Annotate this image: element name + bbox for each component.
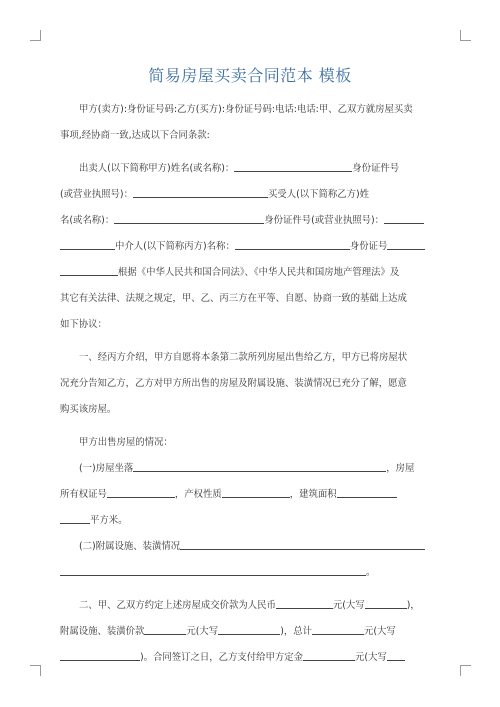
facilities-end: 。: [366, 567, 376, 578]
area-blank-cont[interactable]: [60, 514, 90, 524]
facility-caps-label: 元(大写: [186, 626, 219, 637]
parties-line-2: 事项,经协商一致,达成以下合同条款:: [60, 130, 210, 141]
facilities-blank-cont[interactable]: [60, 566, 366, 576]
basis-line-1: [60, 260, 440, 286]
price-label: 二、甲、乙双方约定上述房屋成交价款为人民币: [79, 600, 276, 611]
buyer-id-blank[interactable]: [384, 214, 424, 224]
agent-id-blank[interactable]: [387, 240, 425, 250]
deposit-caps-label: 元(大写: [355, 652, 387, 663]
certificate-blank[interactable]: [107, 488, 175, 498]
property-location-line: [60, 456, 440, 482]
agent-line: [60, 234, 440, 260]
seller-label: 出卖人(以下简称甲方)姓名(或名称)：: [79, 163, 235, 174]
certificate-line: [60, 482, 440, 508]
crop-mark-bottom-left: [30, 665, 41, 676]
deposit-label: )。合同签订之日，乙方支付给甲方定金: [140, 652, 304, 663]
area-line: [60, 508, 440, 534]
buyer-name-blank[interactable]: [114, 214, 264, 224]
deposit-caps-blank[interactable]: [387, 651, 405, 661]
area-unit: 平方米。: [90, 515, 128, 526]
house-label: ，房屋: [386, 463, 415, 474]
agent-label: 中介人(以下简称丙方)名称：: [115, 241, 235, 252]
location-label: (一)房屋坐落: [79, 463, 134, 474]
facilities-line: [60, 534, 440, 560]
location-blank[interactable]: [133, 462, 386, 472]
facilities-blank[interactable]: [180, 540, 425, 550]
parties-line-1: 甲方(卖方):身份证号码:乙方(买方):身份证号码:电话:电话:甲、乙双方就房屋买卖: [79, 104, 413, 115]
price-caps-end: )，: [406, 600, 420, 611]
name-label: 名(或名称)：: [60, 215, 115, 226]
facility-price-blank[interactable]: [144, 625, 186, 635]
price-caps-label: 元(大写: [332, 600, 365, 611]
price-line: [60, 593, 440, 619]
clause-1-line-3: 购买该房屋。: [60, 404, 117, 415]
seller-id-blank[interactable]: [133, 188, 268, 198]
facility-caps-blank[interactable]: [218, 625, 280, 635]
certificate-label: 所有权证号: [60, 489, 107, 500]
buyer-id-label: 身份证件号(或营业执照号)：: [264, 215, 385, 226]
buyer-id-blank-cont[interactable]: [60, 240, 115, 250]
basis-line-3: 如下协议：: [60, 319, 107, 330]
total-caps-blank[interactable]: [60, 651, 140, 661]
agent-name-blank[interactable]: [235, 240, 350, 250]
facility-price-line: [60, 619, 440, 645]
total-blank[interactable]: [312, 625, 364, 635]
buyer-line: [60, 182, 440, 208]
area-blank[interactable]: [337, 488, 397, 498]
contract-body: [60, 97, 440, 671]
basis-line-2: 其它有关法律、法规之规定，甲、乙、丙三方在平等、自愿、协商一致的基础上达成: [60, 293, 407, 304]
seller-line: [60, 156, 440, 182]
deposit-blank[interactable]: [303, 651, 355, 661]
total-caps-label: 元(大写: [363, 626, 396, 637]
crop-mark-top-left: [30, 30, 41, 41]
deposit-line: [60, 645, 440, 671]
facilities-line-2: [60, 560, 440, 586]
total-label: )，总计: [280, 626, 312, 637]
agent-id-label: 身份证号: [349, 241, 388, 252]
document-title: 简易房屋买卖合同范本 模板: [148, 66, 352, 85]
clause-1-line-2: 况充分告知乙方，乙方对甲方所出售的房屋及附属设施、装潢情况已充分了解，愿意: [60, 378, 407, 389]
clause-1-line-1: 一、经丙方介绍，甲方自愿将本条第二款所列房屋出售给乙方，甲方已将房屋状: [79, 352, 408, 363]
license-label: (或营业执照号)：: [60, 189, 133, 200]
crop-mark-top-right: [460, 30, 471, 41]
property-type-blank[interactable]: [222, 488, 290, 498]
area-label: ，建筑面积: [289, 489, 337, 500]
seller-name-blank[interactable]: [234, 162, 352, 172]
buyer-name-line: [60, 208, 440, 234]
property-type-label: ，产权性质: [174, 489, 222, 500]
basis-text-1: 根据《中华人民共和国合同法》、《中华人民共和国房地产管理法》及: [118, 267, 400, 278]
price-blank[interactable]: [276, 599, 333, 609]
buyer-label: 买受人(以下简称乙方)姓: [267, 189, 370, 200]
agent-id-blank-cont[interactable]: [60, 266, 118, 276]
facilities-label: (二)附属设施、装潢情况: [79, 541, 181, 552]
price-caps-blank[interactable]: [365, 599, 407, 609]
property-heading: 甲方出售房屋的情况：: [79, 437, 173, 448]
seller-id-label: 身份证件号: [352, 163, 400, 174]
facility-price-label: 附属设施、装潢价款: [60, 626, 145, 637]
crop-mark-bottom-right: [460, 665, 471, 676]
